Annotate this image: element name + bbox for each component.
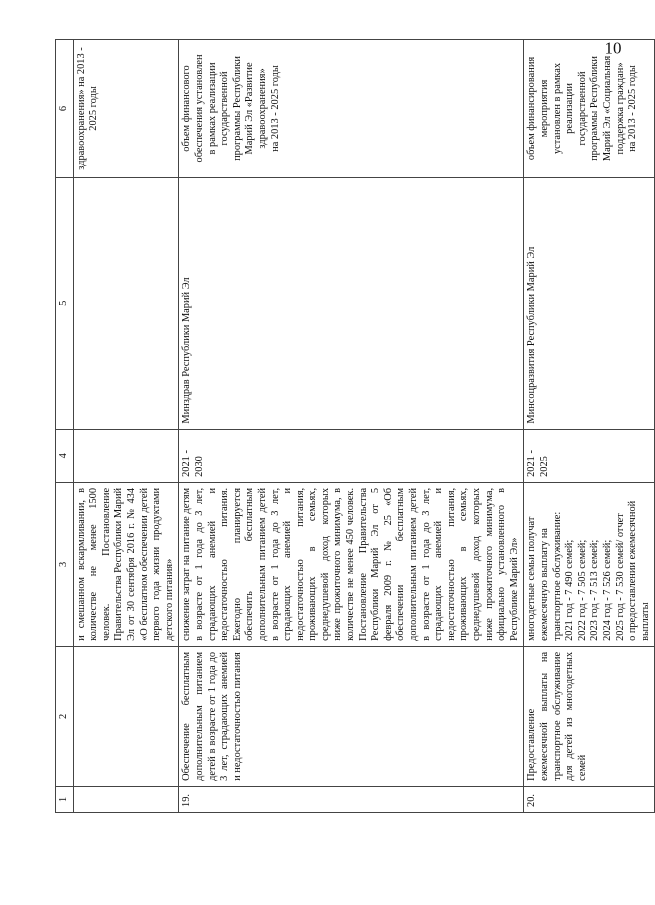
page-number: 10 (604, 38, 622, 58)
result-line: 2025 год - 7 530 семей/ отчет (614, 513, 626, 641)
period: 2021 - 2025 (524, 429, 655, 482)
financing-line: реализации (564, 83, 576, 134)
measure-name: Обеспечение бесплатным дополнительным питанием детей в возрасте от 1 года до 3 лет, страдающих анемией и недостаточностью питания (179, 646, 524, 786)
financing-line: объем финансового (181, 65, 193, 152)
continuation-col1 (73, 786, 179, 812)
expected-result: снижение затрат на питание детям в возрасте от 1 года до 3 лет, страдающих анемией и недостаточностью питания. Ежегодно планируется обеспечить бесплатным дополнительным питанием детей в возрасте от 1 года до 3 лет, страдающих анемией и недостаточностью питания, проживающих в семьях, среднедушевой доход которых ниже прожиточного минимума, в количестве не менее 450 человек. Постановление Правительства Республики Марий Эл от 5 февраля 2009 г. № 25 «Об обеспечении бесплатным дополнительным питанием детей в возрасте от 1 года до 3 лет, страдающих анемией и недостаточностью питания, проживающих в семьях, среднедушевой доход которых ниже прожиточного минимума, официально установленного в Республике Марий Эл» (179, 482, 524, 646)
continuation-result: и смешанном вскармливании, в количестве не менее 1500 человек. Постановление Правительства Республики Марий Эл от 30 сентября 2016 г. № 434 «О бесплатном обеспечении детей первого года жизни продуктами детского питания» (73, 482, 179, 646)
row-number: 20. (524, 786, 655, 812)
financing (179, 40, 524, 178)
financing-line: на 2013 - 2025 годы (627, 65, 639, 152)
financing-line: поддержка граждан» (614, 62, 626, 155)
period: 2021 - 2030 (179, 429, 524, 482)
col-header-4: 4 (56, 429, 74, 482)
measure-name: Предоставление ежемесячной выплаты на транспортное обслуживание для детей из многодетных семей (524, 646, 655, 786)
financing-line: установлен в рамках (551, 62, 563, 155)
result-intro: многодетные семьи получат ежемесячную выплату на транспортное обслуживание: (526, 511, 563, 641)
col-header-5: 5 (56, 177, 74, 429)
row-number: 19. (179, 786, 524, 812)
col-header-6: 6 (56, 40, 74, 178)
result-line: 2023 год - 7 513 семей; (589, 539, 601, 641)
table-row (179, 40, 524, 813)
col-header-2: 2 (56, 646, 74, 786)
executor: Минсоцразвития Республики Марий Эл (524, 177, 655, 429)
financing-line: программы Республики (231, 56, 243, 161)
financing-line: в рамках реализации (206, 62, 218, 155)
financing-line: программы Республики (589, 56, 601, 161)
result-line: 2022 год - 7 505 семей; (576, 539, 588, 641)
continuation-col4 (73, 429, 179, 482)
col-header-1: 1 (56, 786, 74, 812)
col-header-3: 3 (56, 482, 74, 646)
result-line: о предоставлении ежемесячной выплаты (627, 500, 651, 641)
financing-line: Марий Эл «Социальная (601, 55, 613, 162)
measures-table (55, 39, 655, 813)
expected-result (524, 482, 655, 646)
table-row (73, 40, 179, 813)
financing-line: на 2013 - 2025 годы (269, 65, 281, 152)
continuation-financing: здравоохранения» на 2013 - 2025 годы (73, 40, 179, 178)
financing-line: государственной (219, 71, 231, 146)
header-row (56, 40, 74, 813)
financing-line: объем финансирования (526, 56, 538, 161)
executor: Минздрав Республики Марий Эл (179, 177, 524, 429)
financing-line: здравоохранения» (256, 68, 268, 149)
financing-line: мероприятия (538, 79, 550, 138)
financing-line: государственной (576, 71, 588, 146)
table-row (524, 40, 655, 813)
financing (524, 40, 655, 178)
result-line: 2024 год - 7 526 семей; (601, 539, 613, 641)
result-line: 2021 год - 7 490 семей; (564, 539, 576, 641)
continuation-col5 (73, 177, 179, 429)
continuation-col2 (73, 646, 179, 786)
financing-line: Марий Эл «Развитие (244, 62, 256, 155)
financing-line: обеспечения установлен (193, 54, 205, 163)
